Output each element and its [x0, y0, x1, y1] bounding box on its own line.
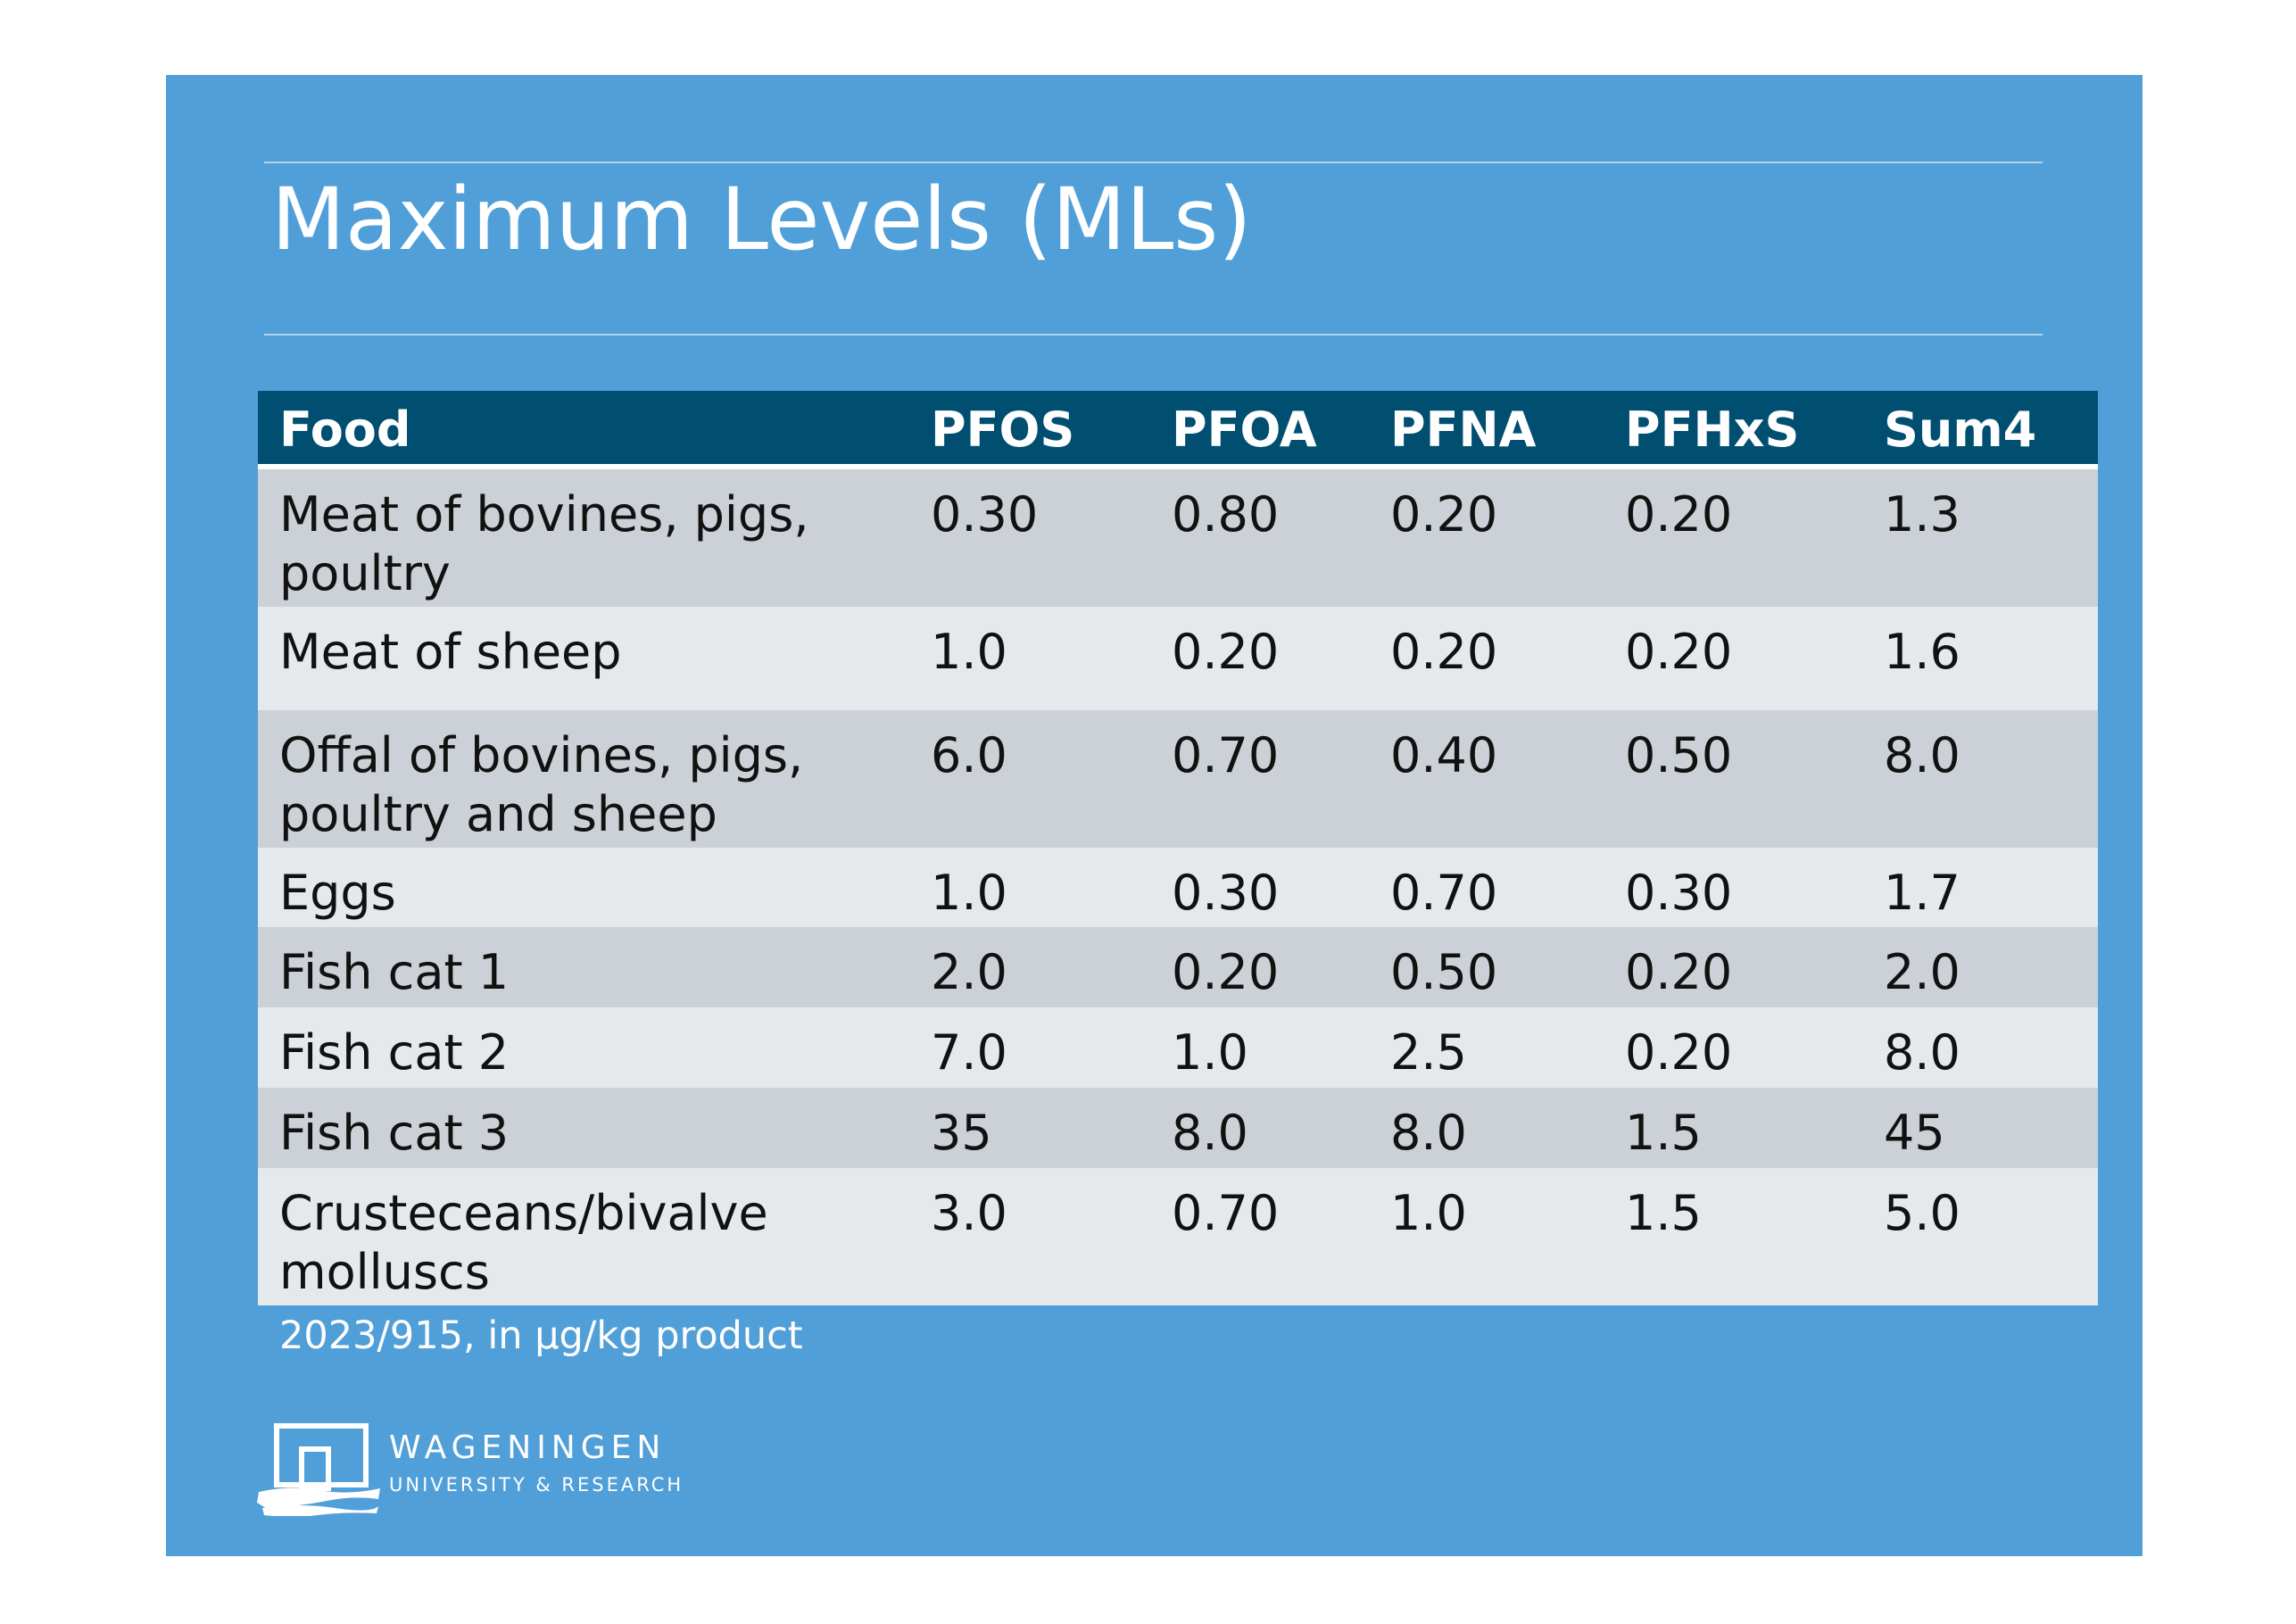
- cell-food: Fish cat 2: [279, 1024, 510, 1081]
- table-row: [258, 927, 2098, 1007]
- logo-name-text: WAGENINGEN: [389, 1429, 667, 1466]
- cell-pfna: 0.70: [1390, 865, 1498, 921]
- cell-pfoa: 8.0: [1172, 1105, 1248, 1161]
- cell-pfos: 6.0: [931, 727, 1007, 783]
- cell-pfhxs: 1.5: [1625, 1185, 1702, 1241]
- slide-title: Maximum Levels (MLs): [271, 170, 1252, 269]
- header-pfna: PFNA: [1390, 402, 1537, 458]
- cell-pfos: 2.0: [931, 944, 1007, 1000]
- cell-sum4: 1.7: [1884, 865, 1960, 921]
- title-bottom-rule: [264, 334, 2043, 336]
- cell-pfoa: 1.0: [1172, 1024, 1248, 1081]
- cell-pfos: 0.30: [931, 486, 1039, 543]
- wageningen-logo-icon: [255, 1422, 385, 1516]
- header-sum4: Sum4: [1884, 402, 2037, 458]
- cell-pfoa: 0.20: [1172, 944, 1280, 1000]
- cell-pfoa: 0.70: [1172, 1185, 1280, 1241]
- wageningen-logo: [255, 1422, 755, 1520]
- maximum-levels-table: [258, 391, 2098, 1305]
- cell-pfhxs: 0.20: [1625, 486, 1733, 543]
- cell-food: Meat of bovines, pigs, poultry: [279, 486, 809, 601]
- table-header-row: [258, 391, 2098, 469]
- table-row: [258, 1168, 2098, 1305]
- cell-pfos: 3.0: [931, 1185, 1007, 1241]
- cell-pfna: 0.20: [1390, 624, 1498, 680]
- cell-pfos: 35: [931, 1105, 992, 1161]
- cell-pfoa: 0.30: [1172, 865, 1280, 921]
- cell-sum4: 2.0: [1884, 944, 1960, 1000]
- cell-sum4: 1.3: [1884, 486, 1960, 543]
- table-row: [258, 848, 2098, 927]
- cell-sum4: 8.0: [1884, 1024, 1960, 1081]
- title-top-rule: [264, 162, 2043, 163]
- cell-pfos: 7.0: [931, 1024, 1007, 1081]
- cell-food: Crusteceans/bivalve molluscs: [279, 1185, 768, 1300]
- cell-pfna: 1.0: [1390, 1185, 1467, 1241]
- cell-pfna: 0.20: [1390, 486, 1498, 543]
- logo-subtitle-text: UNIVERSITY & RESEARCH: [389, 1474, 684, 1496]
- table-footnote: 2023/915, in µg/kg product: [279, 1313, 803, 1358]
- cell-sum4: 8.0: [1884, 727, 1960, 783]
- cell-pfna: 2.5: [1390, 1024, 1467, 1081]
- cell-pfos: 1.0: [931, 624, 1007, 680]
- cell-pfhxs: 0.50: [1625, 727, 1733, 783]
- table-row: [258, 1088, 2098, 1168]
- cell-pfhxs: 0.20: [1625, 944, 1733, 1000]
- table-row: [258, 710, 2098, 848]
- cell-pfna: 0.50: [1390, 944, 1498, 1000]
- cell-pfoa: 0.70: [1172, 727, 1280, 783]
- slide: [166, 75, 2143, 1556]
- cell-pfhxs: 0.30: [1625, 865, 1733, 921]
- cell-pfna: 8.0: [1390, 1105, 1467, 1161]
- header-pfoa: PFOA: [1172, 402, 1317, 458]
- header-food: Food: [279, 402, 411, 458]
- table-row: [258, 607, 2098, 710]
- table-row: [258, 469, 2098, 607]
- cell-pfoa: 0.80: [1172, 486, 1280, 543]
- table-row: [258, 1007, 2098, 1088]
- cell-pfhxs: 0.20: [1625, 624, 1733, 680]
- cell-pfos: 1.0: [931, 865, 1007, 921]
- cell-pfoa: 0.20: [1172, 624, 1280, 680]
- cell-sum4: 5.0: [1884, 1185, 1960, 1241]
- cell-sum4: 45: [1884, 1105, 1945, 1161]
- cell-pfna: 0.40: [1390, 727, 1498, 783]
- cell-food: Fish cat 1: [279, 944, 510, 1000]
- cell-sum4: 1.6: [1884, 624, 1960, 680]
- cell-food: Offal of bovines, pigs, poultry and sheep: [279, 727, 804, 842]
- header-pfos: PFOS: [931, 402, 1075, 458]
- header-pfhxs: PFHxS: [1625, 402, 1800, 458]
- cell-food: Meat of sheep: [279, 624, 622, 680]
- cell-pfhxs: 1.5: [1625, 1105, 1702, 1161]
- cell-pfhxs: 0.20: [1625, 1024, 1733, 1081]
- cell-food: Fish cat 3: [279, 1105, 510, 1161]
- cell-food: Eggs: [279, 865, 396, 921]
